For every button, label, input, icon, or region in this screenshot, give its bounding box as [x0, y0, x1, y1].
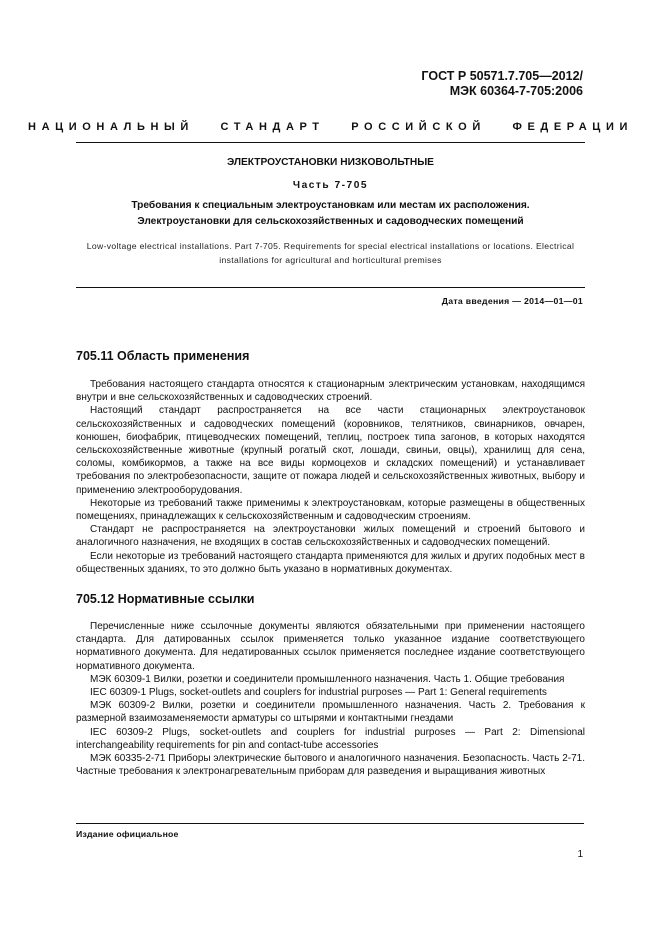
subtitle-line-2: Электроустановки для сельскохозяйственных и садоводческих помещений [137, 215, 524, 227]
section-scope-heading: 705.11 Область применения [76, 349, 250, 363]
reference-item: МЭК 60335-2-71 Приборы электрические бытового и аналогичного назначения. Безопасность. Часть 2-71. Частные требования к электронагревательным приборам для разведения и выращивания животных [76, 753, 585, 778]
english-title-line-2: installations for agricultural and horticultural premises [219, 254, 442, 265]
document-subtitle [76, 198, 585, 229]
paragraph: Настоящий стандарт распространяется на все части стационарных электроустановок сельскохозяйственных и садоводческих помещений (коровников, телятников, свинарников, овчарен, конюшен, биофабрик, птицеводческих помещений, теплиц, построек типа загонов, в которых находятся сельскохозяйственные животные (крупный рогатый скот, лошади, свиньи, овцы), хранилищ для сена, соломы, комбикормов, а также на все виды кормоцехов и складских помещений) и устанавливает требования по электробезопасности, защите от пожара людей и сельскохозяйственных животных, выбору и применению электрооборудования. [76, 405, 585, 496]
paragraph: Некоторые из требований также применимы к электроустановкам, которые размещены в общественных помещениях, принадлежащих к сельскохозяйственным и садоводческим строениям. [76, 497, 585, 523]
reference-item: МЭК 60309-1 Вилки, розетки и соединители промышленного назначения. Часть 1. Общие требования [90, 673, 565, 685]
reference-item: IEC 60309-2 Plugs, socket-outlets and couplers for industrial purposes — Part 2: Dimensional interchangeability requirements for pin and contact-tube accessories [76, 726, 585, 751]
gost-designation [421, 69, 583, 99]
paragraph: Стандарт не распространяется на электроустановки жилых помещений и строений бытового и аналогичного назначения, не входящих в состав сельскохозяйственных и садоводческих помещений. [76, 524, 585, 549]
footer-divider [76, 823, 584, 824]
paragraph: Перечисленные ниже ссылочные документы являются обязательными при применении настоящего стандарта. Для датированных ссылок применяется только указанное издание соответствующего нормативного документа. Для недатированных ссылок применяется последнее издание соответствующего нормативного документа. [76, 621, 585, 672]
reference-item: IEC 60309-1 Plugs, socket-outlets and couplers for industrial purposes — Part 1: General requirements [90, 687, 547, 699]
reference-item: МЭК 60309-2 Вилки, розетки и соединители промышленного назначения. Часть 2. Требования к размерной взаимозаменяемости арматуры со штырями и контактными гнездами [76, 700, 585, 725]
english-title [76, 240, 585, 267]
document-title: ЭЛЕКТРОУСТАНОВКИ НИЗКОВОЛЬТНЫЕ [227, 157, 434, 168]
paragraph: Если некоторые из требований настоящего стандарта применяются для жилых и других подобных мест в общественных зданиях, то это должно быть указано в нормативных документах. [76, 550, 585, 575]
subtitle-line-1: Требования к специальным электроустановкам или местам их расположения. [131, 200, 530, 211]
section-scope-body [76, 378, 585, 576]
document-part: Часть 7-705 [292, 180, 369, 191]
section-references-heading: 705.12 Нормативные ссылки [76, 592, 255, 606]
introduction-date: Дата введения — 2014—01—01 [441, 296, 583, 306]
paragraph: Требования настоящего стандарта относятся к стационарным электрическим установкам, находящимся внутри и вне сельскохозяйственных и садоводческих строений. [76, 379, 585, 404]
national-standard-banner: НАЦИОНАЛЬНЫЙ СТАНДАРТ РОССИЙСКОЙ ФЕДЕРАЦИИ [28, 121, 633, 133]
gost-line-1: ГОСТ Р 50571.7.705—2012/ [421, 69, 583, 83]
gost-line-2: МЭК 60364-7-705:2006 [449, 84, 583, 98]
top-divider [76, 142, 585, 143]
page-number: 1 [577, 849, 583, 860]
english-title-line-1: Low-voltage electrical installations. Part 7-705. Requirements for special electrical installations or locations. Electrical [86, 241, 575, 251]
official-edition-label: Издание официальное [76, 829, 179, 839]
title-divider [76, 287, 585, 288]
section-references-body [76, 620, 585, 778]
